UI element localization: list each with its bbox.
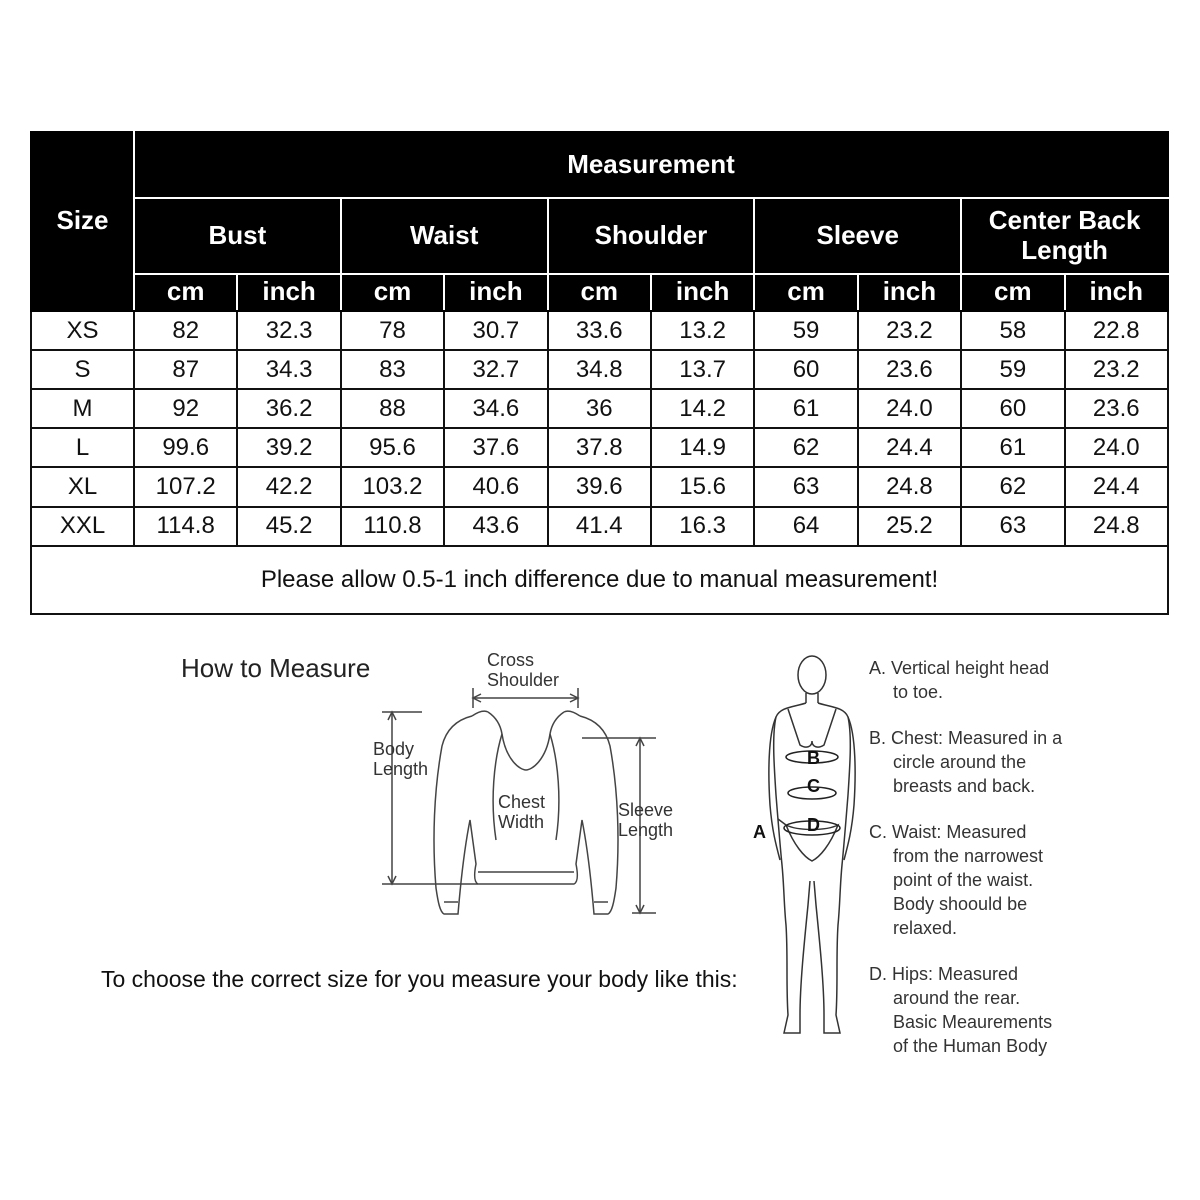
body-note-line: from the narrowest — [893, 846, 1044, 866]
measure-instructions: To choose the correct size for you measure your body like this: — [101, 966, 738, 992]
unit-header: inch — [1065, 274, 1168, 311]
unit-header: inch — [444, 274, 547, 311]
value-cell: 24.0 — [858, 389, 961, 428]
table-row — [31, 311, 1168, 350]
shirt-diagram — [360, 650, 700, 930]
value-cell: 23.2 — [858, 311, 961, 350]
unit-header: cm — [754, 274, 857, 311]
table-row — [31, 507, 1168, 546]
body-note-heading: A. Vertical height head — [869, 658, 1050, 678]
table-row — [31, 428, 1168, 467]
value-cell: 83 — [341, 350, 444, 389]
table-row — [31, 350, 1168, 389]
body-figure — [750, 645, 870, 1045]
unit-header: cm — [341, 274, 444, 311]
value-cell: 110.8 — [341, 507, 444, 546]
body-note-heading: D. Hips: Measured — [869, 964, 1019, 984]
value-cell: 78 — [341, 311, 444, 350]
value-cell: 24.4 — [858, 428, 961, 467]
value-cell: 61 — [754, 389, 857, 428]
value-cell: 34.6 — [444, 389, 547, 428]
marker-a: A — [753, 822, 766, 842]
body-note-line: of the Human Body — [893, 1036, 1048, 1056]
size-cell: M — [31, 389, 134, 428]
value-cell: 24.4 — [1065, 467, 1168, 506]
body-note-line: Body shoould be — [893, 894, 1028, 914]
body-note-line: relaxed. — [893, 918, 958, 938]
measurement-note: Please allow 0.5-1 inch difference due to manual measurement! — [31, 546, 1168, 614]
value-cell: 82 — [134, 311, 237, 350]
value-cell: 39.6 — [548, 467, 651, 506]
size-chart-table — [30, 131, 1169, 615]
value-cell: 39.2 — [237, 428, 340, 467]
value-cell: 23.6 — [1065, 389, 1168, 428]
category-header: Shoulder — [548, 198, 755, 273]
how-to-measure-title: How to Measure — [181, 653, 371, 683]
unit-header: inch — [237, 274, 340, 311]
value-cell: 61 — [961, 428, 1064, 467]
value-cell: 16.3 — [651, 507, 754, 546]
cross-shoulder-label: Cross Shoulder — [487, 650, 560, 690]
value-cell: 63 — [754, 467, 857, 506]
body-note — [869, 820, 1089, 940]
value-cell: 60 — [961, 389, 1064, 428]
value-cell: 36 — [548, 389, 651, 428]
value-cell: 32.7 — [444, 350, 547, 389]
value-cell: 23.2 — [1065, 350, 1168, 389]
marker-b: B — [807, 748, 820, 768]
value-cell: 24.0 — [1065, 428, 1168, 467]
size-cell: L — [31, 428, 134, 467]
size-cell: XXL — [31, 507, 134, 546]
value-cell: 58 — [961, 311, 1064, 350]
value-cell: 103.2 — [341, 467, 444, 506]
measurement-header: Measurement — [134, 132, 1168, 198]
value-cell: 13.7 — [651, 350, 754, 389]
body-length-label: Body Length — [373, 739, 429, 779]
value-cell: 37.8 — [548, 428, 651, 467]
value-cell: 62 — [961, 467, 1064, 506]
value-cell: 24.8 — [1065, 507, 1168, 546]
size-cell: XL — [31, 467, 134, 506]
value-cell: 59 — [961, 350, 1064, 389]
marker-d: D — [807, 815, 820, 835]
body-note-heading: C. Waist: Measured — [869, 822, 1027, 842]
value-cell: 88 — [341, 389, 444, 428]
value-cell: 43.6 — [444, 507, 547, 546]
unit-header: cm — [961, 274, 1064, 311]
table-row — [31, 389, 1168, 428]
body-note-line: Basic Meaurements — [893, 1012, 1053, 1032]
value-cell: 14.2 — [651, 389, 754, 428]
size-header: Size — [31, 132, 134, 311]
size-cell: S — [31, 350, 134, 389]
value-cell: 13.2 — [651, 311, 754, 350]
value-cell: 24.8 — [858, 467, 961, 506]
category-header: Bust — [134, 198, 341, 273]
value-cell: 60 — [754, 350, 857, 389]
value-cell: 95.6 — [341, 428, 444, 467]
unit-header: inch — [858, 274, 961, 311]
value-cell: 64 — [754, 507, 857, 546]
value-cell: 62 — [754, 428, 857, 467]
unit-header: cm — [134, 274, 237, 311]
sleeve-length-label: Sleeve Length — [618, 800, 674, 840]
body-note — [869, 656, 1089, 704]
value-cell: 22.8 — [1065, 311, 1168, 350]
value-cell: 14.9 — [651, 428, 754, 467]
size-cell: XS — [31, 311, 134, 350]
value-cell: 99.6 — [134, 428, 237, 467]
value-cell: 37.6 — [444, 428, 547, 467]
value-cell: 32.3 — [237, 311, 340, 350]
value-cell: 34.8 — [548, 350, 651, 389]
body-note-heading: B. Chest: Measured in a — [869, 728, 1063, 748]
value-cell: 25.2 — [858, 507, 961, 546]
body-note-line: breasts and back. — [893, 776, 1036, 796]
unit-header: inch — [651, 274, 754, 311]
chest-width-label: Chest Width — [498, 792, 546, 832]
value-cell: 41.4 — [548, 507, 651, 546]
value-cell: 33.6 — [548, 311, 651, 350]
body-note-line: circle around the — [893, 752, 1027, 772]
value-cell: 87 — [134, 350, 237, 389]
value-cell: 63 — [961, 507, 1064, 546]
marker-c: C — [807, 776, 820, 796]
value-cell: 36.2 — [237, 389, 340, 428]
category-header: Sleeve — [754, 198, 961, 273]
body-note-line: point of the waist. — [893, 870, 1034, 890]
value-cell: 59 — [754, 311, 857, 350]
value-cell: 30.7 — [444, 311, 547, 350]
value-cell: 23.6 — [858, 350, 961, 389]
body-measurement-notes — [869, 656, 1089, 1080]
value-cell: 107.2 — [134, 467, 237, 506]
body-note-line: around the rear. — [893, 988, 1021, 1008]
value-cell: 45.2 — [237, 507, 340, 546]
body-note — [869, 962, 1089, 1058]
value-cell: 92 — [134, 389, 237, 428]
body-note-line: to toe. — [893, 682, 944, 702]
value-cell: 40.6 — [444, 467, 547, 506]
category-header: Center Back Length — [961, 198, 1168, 273]
body-note — [869, 726, 1089, 798]
value-cell: 15.6 — [651, 467, 754, 506]
table-row — [31, 467, 1168, 506]
value-cell: 42.2 — [237, 467, 340, 506]
value-cell: 34.3 — [237, 350, 340, 389]
unit-header: cm — [548, 274, 651, 311]
value-cell: 114.8 — [134, 507, 237, 546]
category-header: Waist — [341, 198, 548, 273]
